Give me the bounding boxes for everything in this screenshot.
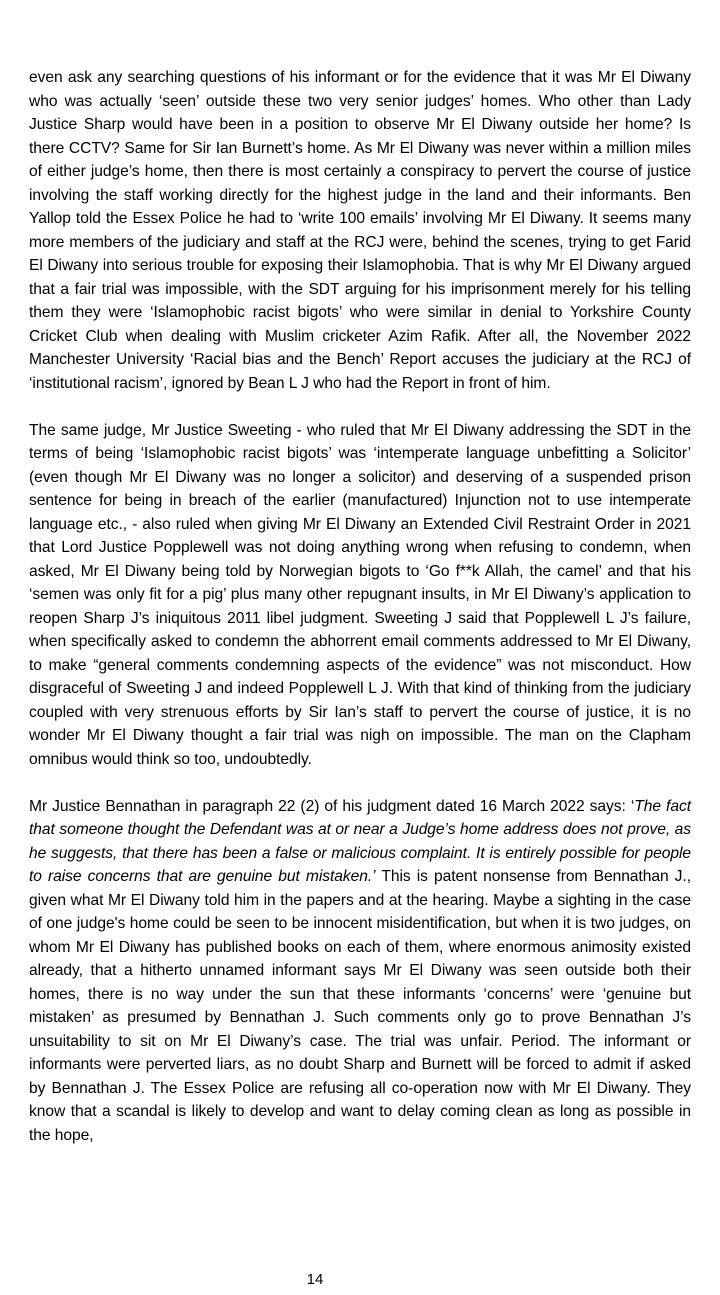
- body-paragraph-1: even ask any searching questions of his informant or for the evidence that it was Mr El Diwany who was actually ‘seen’ outside these two very senior judges’ homes. Who other than Lady Justice Sharp would have been in a position to observe Mr El Diwany outside her home? Is there CCTV? Same for Sir Ian Burnett’s home. As Mr El Diwany was never within a million miles of either judge’s home, then there is most certainly a conspiracy to pervert the course of justice involving the staff working directly for the highest judge in the land and their informants. Ben Yallop told the Essex Police he had to ‘write 100 emails’ involving Mr El Diwany. It seems many more members of the judiciary and staff at the RCJ were, behind the scenes, trying to get Farid El Diwany into serious trouble for exposing their Islamophobia. That is why Mr El Diwany argued that a fair trial was impossible, with the SDT arguing for his imprisonment merely for his telling them they were ‘Islamophobic racist bigots’ who were similar in denial to Yorkshire County Cricket Club when dealing with Muslim cricketer Azim Rafik. After all, the November 2022 Manchester University ‘Racial bias and the Bench’ Report accuses the judiciary at the RCJ of ‘institutional racism’, ignored by Bean L J who had the Report in front of him.: [29, 69, 691, 392]
- paragraph-spacer: [29, 395, 691, 419]
- judgment-quote: The fact that someone thought the Defendant was at or near a Judge’s home address does not prove, as he suggests, that there has been a false or malicious complaint. It is entirely possible for people to raise concerns that are genuine but mistaken.’: [29, 797, 691, 885]
- body-paragraph-3: [29, 795, 691, 1148]
- paragraph-3-lead: Mr Justice Bennathan in paragraph 22 (2) of his judgment dated 16 March 2022 says: ‘: [29, 797, 635, 815]
- body-paragraph-2: The same judge, Mr Justice Sweeting - who ruled that Mr El Diwany addressing the SDT in the terms of being ‘Islamophobic racist bigots’ was ‘intemperate language unbefitting a Solicitor’ (even though Mr El Diwany was no longer a solicitor) and deserving of a suspended prison sentence for being in breach of the earlier (manufactured) Injunction not to use intemperate language etc., - also ruled when giving Mr El Diwany an Extended Civil Restraint Order in 2021 that Lord Justice Popplewell was not doing anything wrong when refusing to condemn, when asked, Mr El Diwany being told by Norwegian bigots to ‘Go f**k Allah, the camel’ and that his ‘semen was only fit for a pig’ plus many other repugnant insults, in Mr El Diwany’s application to reopen Sharp J’s iniquitous 2011 libel judgment. Sweeting J said that Popplewell L J’s failure, when specifically asked to condemn the abhorrent email comments addressed to Mr El Diwany, to make “general comments condemning aspects of the evidence” was not misconduct. How disgraceful of Sweeting J and indeed Popplewell L J. With that kind of thinking from the judiciary coupled with very strenuous efforts by Sir Ian’s staff to pervert the course of justice, it is no wonder Mr El Diwany thought a fair trial was nigh on impossible. The man on the Clapham omnibus would think so too, undoubtedly.: [29, 421, 691, 768]
- document-body: [29, 66, 691, 1147]
- paragraph-3-rest: This is patent nonsense from Bennathan J., given what Mr El Diwany told him in the papers and at the hearing. Maybe a sighting in the case of one judge's home could be seen to be innocent misidentification, but when it is two judges, on whom Mr El Diwany has published books on each of them, where enormous animosity existed already, that a hitherto unnamed informant says Mr El Diwany was seen outside both their homes, there is no way under the sun that these informants ‘concerns’ were ‘genuine but mistaken’ as presumed by Bennathan J. Such comments only go to prove Bennathan J’s unsuitability to sit on Mr El Diwany’s case. The trial was unfair. Period. The informant or informants were perverted liars, as no doubt Sharp and Burnett will be forced to admit if asked by Bennathan J. The Essex Police are refusing all co-operation now with Mr El Diwany. They know that a scandal is likely to develop and want to delay coming clean as long as possible in the hope,: [29, 868, 691, 1144]
- paragraph-spacer: [29, 771, 691, 795]
- page-number: 14: [306, 1271, 324, 1288]
